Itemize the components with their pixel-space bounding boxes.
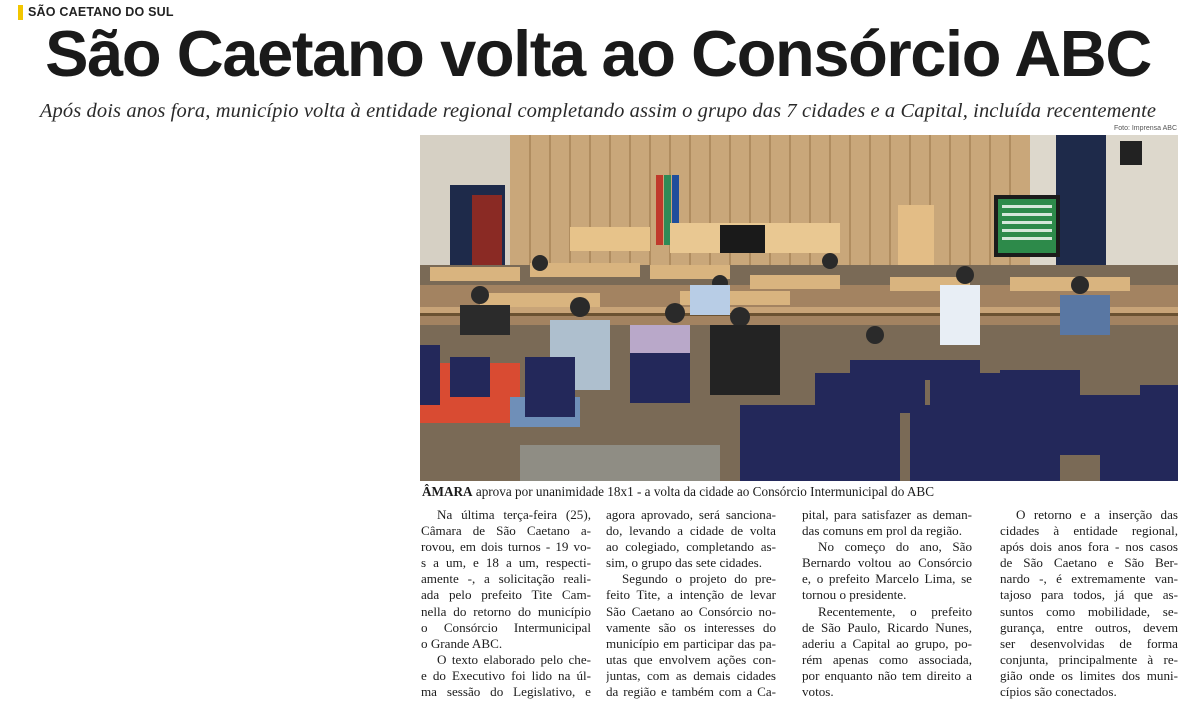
article-line: tajoso para todos, já que as-	[1000, 587, 1178, 603]
article-line: No começo do ano, São	[818, 539, 972, 555]
article-line: s a um, e 18 a um, respecti-	[421, 555, 591, 571]
article-line: rém apenas como associada,	[802, 651, 972, 667]
article-line: O retorno e a inserção das	[1016, 507, 1178, 522]
article-line: após dois anos fora - nos casos	[1000, 539, 1178, 555]
article-line: nardo -, é extremamente van-	[1000, 571, 1178, 587]
article-line: de São Paulo, Ricardo Nunes,	[802, 619, 972, 635]
article-line: Na última terça-feira (25),	[437, 507, 591, 522]
article-line: agora aprovado, será sanciona-	[606, 507, 776, 522]
section-label: SÃO CAETANO DO SUL	[28, 5, 174, 19]
article-line: aderiu a Capital ao grupo, po-	[802, 635, 972, 651]
article-line: Bernardo voltou ao Consórcio	[802, 555, 972, 571]
article-line: utas que envolvem ações con-	[606, 651, 776, 667]
article-line: de São Caetano e São Ber-	[1000, 555, 1178, 571]
article-line: o Grande ABC.	[421, 635, 503, 651]
headline: São Caetano volta ao Consórcio ABC	[45, 17, 1151, 90]
article-line: ser desenvolvidas de forma	[1000, 635, 1178, 651]
photo-caption	[422, 484, 1182, 500]
article-line: sim, o grupo das sete cidades.	[606, 555, 762, 571]
article-line: do, levando a cidade de volta	[606, 523, 776, 539]
article-line: São Caetano ao Consórcio no-	[606, 603, 776, 619]
article-line: das comuns em prol da região.	[802, 523, 962, 539]
article-column-1	[421, 507, 591, 709]
article-line: gião onde os limites dos muni-	[1000, 667, 1178, 683]
article-line: tornou o presidente.	[802, 587, 907, 603]
article-line: feito Tite, a intenção de levar	[606, 587, 776, 603]
article-line: juntas, com as demais cidades	[606, 667, 776, 683]
article-line: rovou, em dois turnos - 19 vo-	[421, 539, 591, 555]
article-line: votos.	[802, 684, 834, 700]
article-line: ma sessão do Legislativo, e	[421, 684, 591, 700]
subheadline: Após dois anos fora, município volta à entidade regional completando assim o grupo das 7 cidades e a Capital, incluída recentemente	[39, 100, 1157, 122]
article-column-2	[606, 507, 776, 709]
article-line: por enquanto não tem direito a	[802, 667, 972, 683]
article-line: ao colegiado, completando as-	[606, 539, 776, 555]
article-line: Recentemente, o prefeito	[818, 603, 972, 619]
article-line: gurança, entre outros, devem	[1000, 619, 1178, 635]
article-line: O texto elaborado pelo che-	[437, 651, 591, 667]
article-line: ada pelo prefeito Tite Cam-	[421, 587, 591, 603]
article-line: amente -, a solicitação reali-	[421, 571, 591, 587]
article-line: cidades à entidade regional,	[1000, 523, 1178, 539]
article-line: e, o prefeito Marcelo Lima, se	[802, 571, 972, 587]
article-line: nella do retorno do município	[421, 603, 591, 619]
article-line: conjunta, principalmente à re-	[1000, 651, 1178, 667]
article-line: suntos como mobilidade, se-	[1000, 603, 1178, 619]
article-column-3	[802, 507, 972, 709]
article-line: Câmara de São Caetano a-	[421, 523, 591, 539]
article-line: cípios são conectados.	[1000, 684, 1117, 700]
article-line: vamente são os interesses do	[606, 619, 776, 635]
council-chamber-illustration	[420, 135, 1178, 481]
article-line: da região e também com a Ca-	[606, 684, 776, 700]
article-line: município em participar das pa-	[606, 635, 776, 651]
article-line: o Consórcio Intermunicipal	[421, 619, 591, 635]
caption-text: aprova por unanimidade 18x1 - a volta da cidade ao Consórcio Intermunicipal do ABC	[472, 484, 934, 499]
article-line: pital, para satisfazer as deman-	[802, 507, 972, 522]
article-column-4	[1000, 507, 1178, 709]
article-line: e do Executivo foi lido na úl-	[421, 667, 591, 683]
council-chamber-photo	[420, 135, 1178, 481]
article-line: Segundo o projeto do pre-	[622, 571, 776, 587]
photo-credit: Foto: Imprensa ABC	[1113, 125, 1177, 132]
caption-lead: ÂMARA	[422, 484, 473, 499]
